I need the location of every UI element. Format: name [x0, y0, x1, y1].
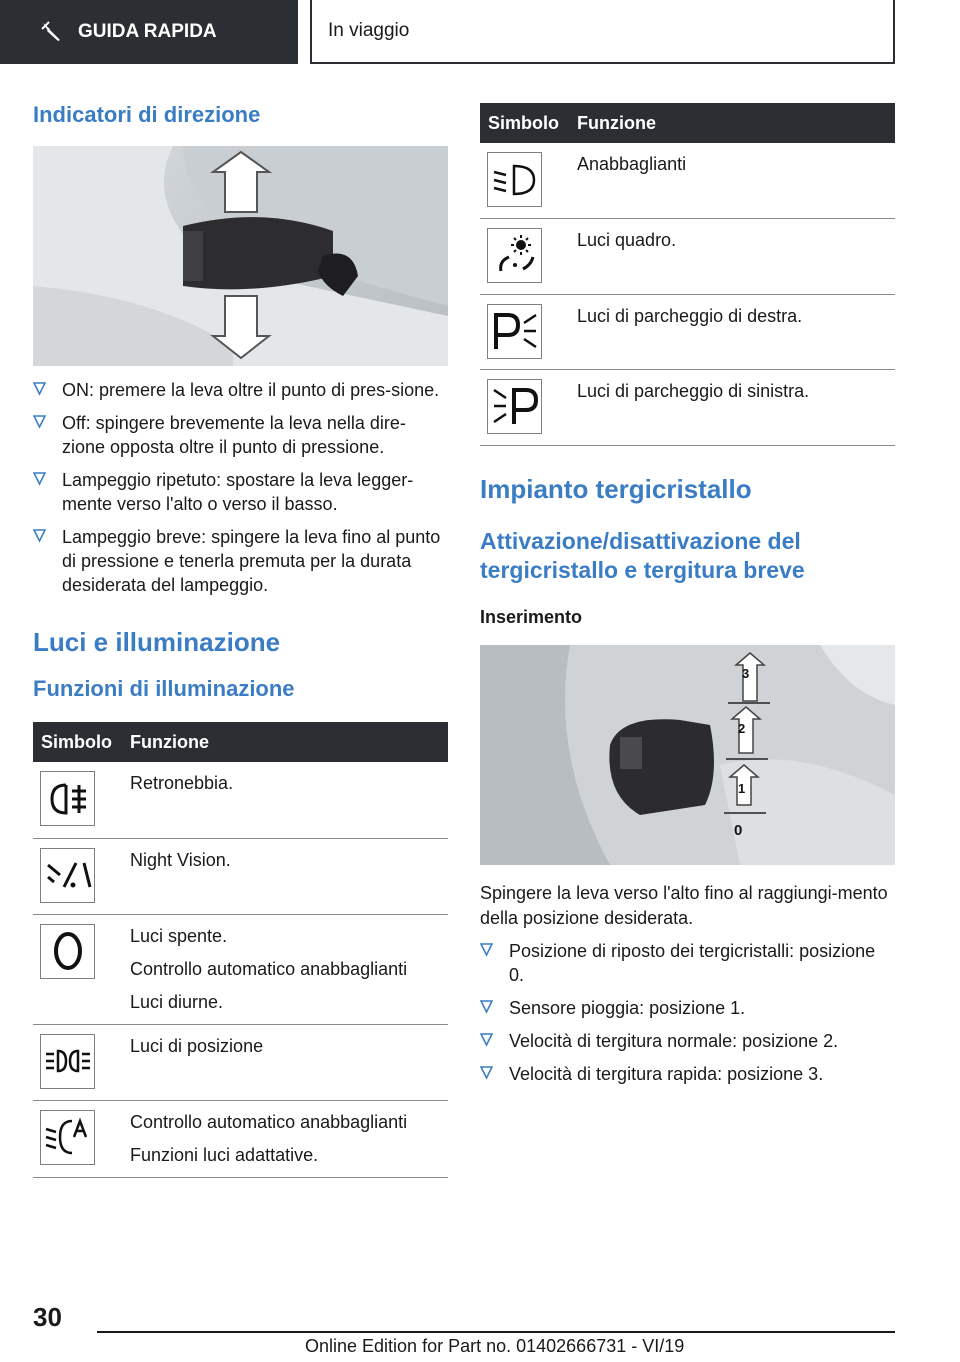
table-row: Luci di posizione — [33, 1024, 448, 1100]
column-header-symbol: Simbolo — [33, 722, 130, 762]
instrument-lighting-icon — [487, 228, 542, 283]
low-beam-icon — [487, 152, 542, 207]
list-item: Posizione di riposto dei tergicristalli: posizione 0. — [480, 939, 895, 987]
page-number: 30 — [33, 1302, 62, 1332]
triangle-bullet-icon — [480, 1066, 493, 1080]
table-row: Controllo automatico anabbaglianti Funzioni luci adattative. — [33, 1100, 448, 1177]
turn-signal-lever-photo — [33, 146, 448, 366]
left-parking-light-icon — [487, 379, 542, 434]
wiper-subheading: Attivazione/disattivazione del tergicristallo e tergitura breve — [480, 527, 805, 583]
list-item: Off: spingere brevemente la leva nella dire-zione opposta oltre il punto di pressione. — [33, 411, 448, 459]
table-row: Luci di parcheggio di destra. — [480, 294, 895, 369]
list-item: Lampeggio ripetuto: spostare la leva legger-mente verso l'alto o verso il basso. — [33, 468, 448, 516]
insert-heading: Inserimento — [480, 606, 583, 627]
right-column — [480, 103, 895, 1095]
table-row: Night Vision. — [33, 838, 448, 914]
quick-guide-icon — [40, 20, 64, 44]
night-vision-icon — [40, 848, 95, 903]
right-parking-light-icon — [487, 304, 542, 359]
chapter-title: In viaggio — [328, 20, 410, 41]
column-header-function: Funzione — [577, 103, 895, 143]
wiper-instruction: Spingere la leva verso l'alto fino al raggiungi-mento della posizione desiderata. — [480, 882, 888, 928]
triangle-bullet-icon — [480, 943, 493, 957]
section-title: GUIDA RAPIDA — [78, 21, 217, 42]
triangle-bullet-icon — [480, 1000, 493, 1014]
lighting-functions-table-continued — [480, 103, 895, 446]
position-label: 0 — [734, 821, 743, 839]
triangle-bullet-icon — [33, 415, 46, 429]
column-header-symbol: Simbolo — [480, 103, 577, 143]
list-item: Velocità di tergitura rapida: posizione 3. — [480, 1062, 895, 1086]
auto-low-beam-icon — [40, 1110, 95, 1165]
chapter-header — [310, 0, 895, 64]
left-column — [33, 102, 448, 1178]
wiper-lever-photo — [480, 645, 895, 865]
position-label: 3 — [742, 665, 750, 681]
edition-note: Online Edition for Part no. 01402666731 - VI/19 — [305, 1336, 685, 1356]
table-row: Luci quadro. — [480, 218, 895, 294]
triangle-bullet-icon — [33, 472, 46, 486]
table-row: Luci spente. Controllo automatico anabbaglianti Luci diurne. — [33, 914, 448, 1024]
position-lights-icon — [40, 1034, 95, 1089]
triangle-bullet-icon — [33, 382, 46, 396]
section-tab[interactable] — [0, 0, 298, 64]
lights-heading: Luci e illuminazione — [33, 627, 281, 657]
footer-divider — [97, 1331, 895, 1333]
wiper-position-list — [480, 939, 895, 1086]
triangle-bullet-icon — [33, 529, 46, 543]
wiper-heading: Impianto tergicristallo — [480, 473, 752, 504]
lights-off-icon — [40, 924, 95, 979]
table-row: Luci di parcheggio di sinistra. — [480, 369, 895, 445]
turn-signal-list — [33, 378, 448, 597]
table-row: Anabbaglianti — [480, 143, 895, 218]
lighting-functions-table — [33, 722, 448, 1178]
triangle-bullet-icon — [480, 1033, 493, 1047]
table-row: Retronebbia. — [33, 762, 448, 838]
column-header-function: Funzione — [130, 722, 448, 762]
position-label: 2 — [738, 720, 746, 736]
rear-fog-light-icon — [40, 771, 95, 826]
list-item: Sensore pioggia: posizione 1. — [480, 996, 895, 1020]
list-item: Lampeggio breve: spingere la leva fino al punto di pressione e tenerla premuta per la durata desiderata del lampeggio. — [33, 525, 448, 597]
turn-signals-heading: Indicatori di direzione — [33, 102, 261, 127]
lighting-functions-heading: Funzioni di illuminazione — [33, 676, 295, 701]
position-label: 1 — [738, 780, 746, 796]
list-item: ON: premere la leva oltre il punto di pres-sione. — [33, 378, 448, 402]
list-item: Velocità di tergitura normale: posizione 2. — [480, 1029, 895, 1053]
